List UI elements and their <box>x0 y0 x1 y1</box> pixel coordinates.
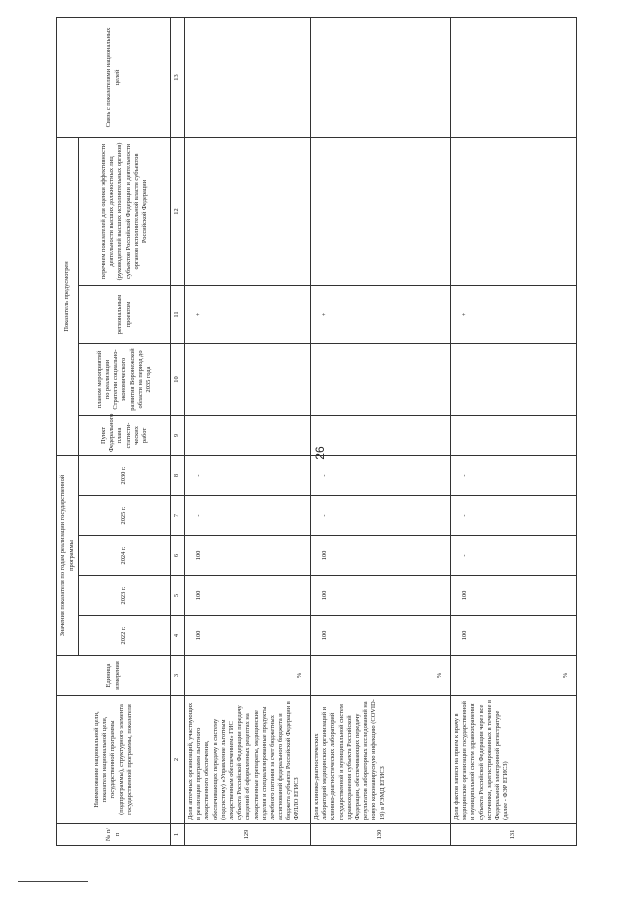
row-efficiency <box>185 137 311 285</box>
header-values-group: Значения показателя по годам реализации государственной программы <box>57 455 79 655</box>
row-national-goals <box>451 17 577 137</box>
row-value-2024: 100 <box>311 536 451 576</box>
header-year-2023: 2023 г. <box>79 576 171 616</box>
header-indicator-group: Показатель предусмотрен <box>57 137 79 455</box>
row-name: Доля аптечных организаций, участвующих в реализации программ льготного лекарственного обеспечения, обеспечивающих передачу в систему (подсистему) «Управление льготным лекарственным обеспечением» ГИС субъекта Российской Федерации передачу сведений об оформленных рецептах на лекарственные препараты, медицинские изделия и специализированные продукты лечебного питания за счет бюджетных ассигнований федерального бюджета и бюджета субъекта Российской Федерации в ФРЛЛО ЕГИСЗ <box>185 696 311 824</box>
row-number: 129 <box>185 824 311 846</box>
header-year-2024: 2024 г. <box>79 536 171 576</box>
header-year-2022: 2022 г. <box>79 616 171 656</box>
table-row <box>311 17 451 845</box>
row-value-2024: - <box>451 536 577 576</box>
row-value-2022: 100 <box>311 616 451 656</box>
table-row <box>451 17 577 845</box>
header-fed-plan: Пункт Федерального плана статисти-ческих работ <box>79 415 171 455</box>
row-unit: % <box>451 656 577 696</box>
row-value-2024: 100 <box>185 536 311 576</box>
column-number: 8 <box>171 455 185 495</box>
row-name: Доля клинико-диагностических лабораторий медицинских организаций и клинико-диагностических лабораторий государственной и муниципальной систем здравоохранения субъекта Российской Федерации, обеспечивающих передачу результатов лабораторных исследований на новую коронавирусную инфекцию (COVID-19) в РЭМД ЕГИСЗ <box>311 696 451 824</box>
row-fed-plan <box>311 415 451 455</box>
column-number: 6 <box>171 536 185 576</box>
header-name: Наименование национальной цели, показателя национальной цели, государственной программы (подпрограммы), структурного элемента государственной программы, показателя <box>57 696 171 824</box>
column-number: 12 <box>171 137 185 285</box>
column-number: 11 <box>171 285 185 343</box>
row-unit: % <box>311 656 451 696</box>
row-national-goals <box>185 17 311 137</box>
row-value-2022: 100 <box>451 616 577 656</box>
row-value-2030: - <box>451 455 577 495</box>
row-regional-project: + <box>451 285 577 343</box>
header-efficiency-list: перечнем показателей для оценки эффективности деятельности высших должностных лиц (руководителей высших исполнительных органов) субъектов Российской Федерации и деятельности органов исполнительной власти субъектов Российской Федерации <box>79 137 171 285</box>
row-value-2030: - <box>185 455 311 495</box>
header-regional-projects: региональным проектом <box>79 285 171 343</box>
indicators-table <box>56 17 577 846</box>
header-num: № п/п <box>57 824 171 846</box>
row-fed-plan <box>451 415 577 455</box>
column-number: 4 <box>171 616 185 656</box>
row-fed-plan <box>185 415 311 455</box>
row-unit: % <box>185 656 311 696</box>
row-value-2023: 100 <box>311 576 451 616</box>
column-number: 7 <box>171 496 185 536</box>
column-number: 2 <box>171 696 185 824</box>
row-name: Доля фактов записи на прием к врачу в медицинские организации государственной и муниципальной систем здравоохранения субъекта Российской Федерации через все источники, зарегистрированных в течение в Федеральной электронной регистратуре (далее - ФЭР ЕГИСЗ) <box>451 696 577 824</box>
row-regional-project: + <box>311 285 451 343</box>
row-value-2025: - <box>451 496 577 536</box>
column-number: 5 <box>171 576 185 616</box>
page-number: 26 <box>313 446 327 460</box>
row-strategy <box>311 343 451 415</box>
rotated-table-wrapper <box>56 27 576 846</box>
row-strategy <box>185 343 311 415</box>
table-row <box>185 17 311 845</box>
row-efficiency <box>311 137 451 285</box>
row-number: 130 <box>311 824 451 846</box>
row-value-2023: 100 <box>451 576 577 616</box>
header-year-2025: 2025 г. <box>79 496 171 536</box>
header-unit: Единица измерения <box>57 656 171 696</box>
row-value-2023: 100 <box>185 576 311 616</box>
column-number: 9 <box>171 415 185 455</box>
row-value-2030: - <box>311 455 451 495</box>
header-year-2030: 2030 г. <box>79 455 171 495</box>
header-national-goals: Связь с показателями национальных целей <box>57 17 171 137</box>
footnote-rule <box>18 881 88 882</box>
row-regional-project: + <box>185 285 311 343</box>
column-number: 10 <box>171 343 185 415</box>
row-national-goals <box>311 17 451 137</box>
row-value-2025: - <box>311 496 451 536</box>
column-number: 3 <box>171 656 185 696</box>
header-strategy: планом мероприятий по реализации Стратегии социально-экономического развития Воронежской области на период до 2035 года <box>79 343 171 415</box>
column-number: 13 <box>171 17 185 137</box>
column-number: 1 <box>171 824 185 846</box>
row-value-2025: - <box>185 496 311 536</box>
row-value-2022: 100 <box>185 616 311 656</box>
row-number: 131 <box>451 824 577 846</box>
row-strategy <box>451 343 577 415</box>
row-efficiency <box>451 137 577 285</box>
